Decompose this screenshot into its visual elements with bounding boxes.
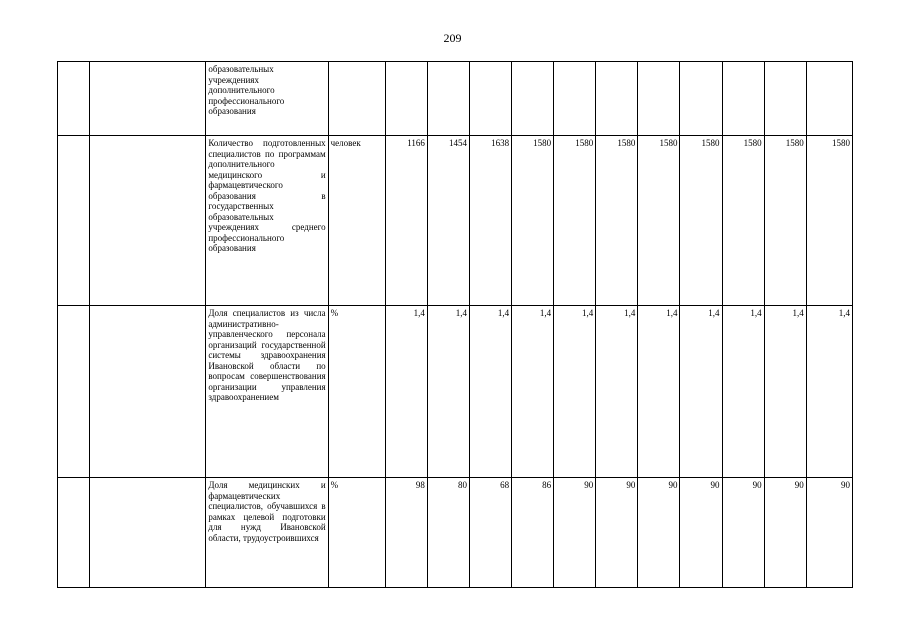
value-cell: 1166 [385, 136, 427, 306]
task-cell [90, 62, 206, 136]
table-row [58, 62, 853, 136]
number-cell [58, 478, 90, 588]
value-cell: 98 [385, 478, 427, 588]
value-cell: 90 [638, 478, 680, 588]
value-cell [512, 62, 554, 136]
indicator-description: образовательных учреждениях дополнительного профессионального образования [206, 62, 328, 136]
value-cell: 1,4 [469, 306, 511, 478]
unit-cell: % [328, 478, 385, 588]
value-cell: 1,4 [680, 306, 722, 478]
number-cell [58, 136, 90, 306]
value-cell [385, 62, 427, 136]
indicators-table [57, 61, 853, 588]
value-cell: 1,4 [596, 306, 638, 478]
table-row [58, 478, 853, 588]
table-row [58, 306, 853, 478]
value-cell: 86 [512, 478, 554, 588]
value-cell: 1638 [469, 136, 511, 306]
value-cell: 1,4 [427, 306, 469, 478]
value-cell: 1580 [722, 136, 764, 306]
value-cell: 1,4 [385, 306, 427, 478]
value-cell: 90 [554, 478, 596, 588]
indicator-description: Доля специалистов из числа административно-управленческого персонала организаций государственной системы здравоохранения Ивановской области по вопросам совершенствования организации управления здравоохранением [206, 306, 328, 478]
value-cell: 1580 [680, 136, 722, 306]
value-cell [764, 62, 806, 136]
value-cell: 90 [722, 478, 764, 588]
value-cell: 1,4 [554, 306, 596, 478]
value-cell: 1580 [512, 136, 554, 306]
value-cell: 1580 [554, 136, 596, 306]
value-cell: 1,4 [722, 306, 764, 478]
value-cell: 1,4 [638, 306, 680, 478]
page-number: 209 [443, 31, 462, 45]
unit-cell [328, 62, 385, 136]
task-cell [90, 306, 206, 478]
value-cell [596, 62, 638, 136]
indicator-description: Доля медицинских и фармацевтических специалистов, обучавшихся в рамках целевой подготовки для нужд Ивановской области, трудоустроившихся [206, 478, 328, 588]
value-cell [427, 62, 469, 136]
indicator-description: Количество подготовленных специалистов по программам дополнительного медицинского и фармацевтического образования в государственных образовательных учреждениях среднего профессионального образования [206, 136, 328, 306]
value-cell: 90 [764, 478, 806, 588]
value-cell: 90 [680, 478, 722, 588]
value-cell: 1,4 [764, 306, 806, 478]
task-cell [90, 136, 206, 306]
value-cell [469, 62, 511, 136]
unit-cell: человек [328, 136, 385, 306]
table-body [58, 62, 853, 588]
value-cell [638, 62, 680, 136]
value-cell: 1,4 [806, 306, 852, 478]
value-cell [680, 62, 722, 136]
number-cell [58, 306, 90, 478]
number-cell [58, 62, 90, 136]
value-cell: 1580 [764, 136, 806, 306]
value-cell: 1,4 [512, 306, 554, 478]
value-cell: 1454 [427, 136, 469, 306]
value-cell: 1580 [596, 136, 638, 306]
value-cell: 1580 [806, 136, 852, 306]
value-cell: 90 [806, 478, 852, 588]
value-cell: 1580 [638, 136, 680, 306]
task-cell [90, 478, 206, 588]
value-cell [806, 62, 852, 136]
value-cell: 80 [427, 478, 469, 588]
value-cell: 68 [469, 478, 511, 588]
unit-cell: % [328, 306, 385, 478]
table-row [58, 136, 853, 306]
value-cell [722, 62, 764, 136]
value-cell [554, 62, 596, 136]
value-cell: 90 [596, 478, 638, 588]
